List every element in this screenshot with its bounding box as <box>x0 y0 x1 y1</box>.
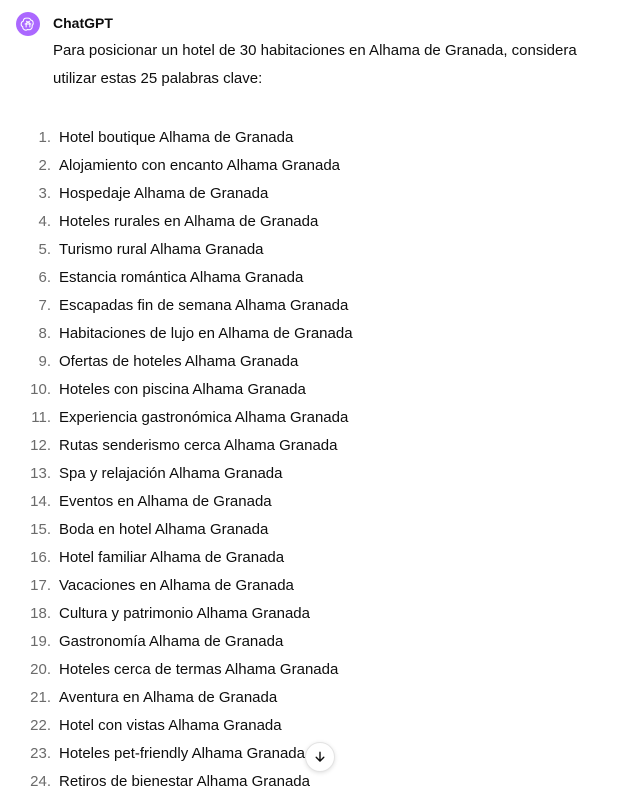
list-item-text: Hospedaje Alhama de Granada <box>59 185 269 202</box>
list-item-number: 24. <box>30 773 51 787</box>
list-item <box>16 656 353 684</box>
list-item-number: 14. <box>30 493 51 510</box>
list-item <box>16 152 353 180</box>
list-item-text: Gastronomía Alhama de Granada <box>59 633 284 650</box>
list-item-text: Hoteles con piscina Alhama Granada <box>59 381 306 398</box>
list-item <box>16 572 353 600</box>
list-item-text: Escapadas fin de semana Alhama Granada <box>59 297 349 314</box>
list-item <box>16 320 353 348</box>
list-item <box>16 432 353 460</box>
list-item-text: Hotel con vistas Alhama Granada <box>59 717 282 734</box>
list-item <box>16 740 353 768</box>
list-item-text: Estancia romántica Alhama Granada <box>59 269 304 286</box>
message-author: ChatGPT <box>53 15 113 31</box>
list-item-text: Rutas senderismo cerca Alhama Granada <box>59 437 338 454</box>
list-item-text: Hoteles pet-friendly Alhama Granada <box>59 745 305 762</box>
list-item-number: 8. <box>38 325 51 342</box>
list-item-number: 19. <box>30 633 51 650</box>
list-item-text: Spa y relajación Alhama Granada <box>59 465 283 482</box>
list-item-number: 20. <box>30 661 51 678</box>
list-item-text: Aventura en Alhama de Granada <box>59 689 278 706</box>
list-item <box>16 124 353 152</box>
list-item <box>16 264 353 292</box>
message-intro: Para posicionar un hotel de 30 habitaciones en Alhama de Granada, considera utilizar estas 25 palabras clave: <box>53 42 577 87</box>
list-item-number: 12. <box>30 437 51 454</box>
list-item-number: 16. <box>30 549 51 566</box>
list-item-number: 15. <box>30 521 51 538</box>
list-item-number: 17. <box>30 577 51 594</box>
list-item-number: 10. <box>30 381 51 398</box>
list-item <box>16 600 353 628</box>
list-item <box>16 292 353 320</box>
list-item-number: 13. <box>30 465 51 482</box>
list-item-text: Hoteles rurales en Alhama de Granada <box>59 213 319 230</box>
list-item-text: Ofertas de hoteles Alhama Granada <box>59 353 299 370</box>
list-item-number: 3. <box>38 185 51 202</box>
list-item <box>16 712 353 740</box>
list-item <box>16 544 353 572</box>
list-item-number: 1. <box>38 129 51 146</box>
list-item-number: 4. <box>38 213 51 230</box>
list-item-text: Vacaciones en Alhama de Granada <box>59 577 294 594</box>
list-item-text: Hotel familiar Alhama de Granada <box>59 549 285 566</box>
list-item <box>16 236 353 264</box>
list-item-number: 18. <box>30 605 51 622</box>
list-item-text: Experiencia gastronómica Alhama Granada <box>59 409 349 426</box>
list-item-number: 5. <box>38 241 51 258</box>
list-item-text: Turismo rural Alhama Granada <box>59 241 264 258</box>
list-item-number: 6. <box>38 269 51 286</box>
scroll-to-bottom-button[interactable] <box>305 742 335 772</box>
list-item-number: 9. <box>38 353 51 370</box>
list-item <box>16 768 353 787</box>
list-item-text: Cultura y patrimonio Alhama Granada <box>59 605 310 622</box>
list-item-number: 7. <box>38 297 51 314</box>
list-item-number: 21. <box>30 689 51 706</box>
list-item-number: 23. <box>30 745 51 762</box>
list-item-number: 11. <box>31 409 51 426</box>
list-item <box>16 628 353 656</box>
arrow-down-icon <box>313 750 327 764</box>
list-item-text: Eventos en Alhama de Granada <box>59 493 272 510</box>
list-item-text: Retiros de bienestar Alhama Granada <box>59 773 310 787</box>
list-item <box>16 516 353 544</box>
list-item-text: Boda en hotel Alhama Granada <box>59 521 269 538</box>
list-item-text: Alojamiento con encanto Alhama Granada <box>59 157 341 174</box>
openai-logo-icon <box>16 12 40 36</box>
list-item <box>16 404 353 432</box>
list-item <box>16 488 353 516</box>
list-item-text: Hotel boutique Alhama de Granada <box>59 129 294 146</box>
list-item-number: 22. <box>30 717 51 734</box>
list-item <box>16 684 353 712</box>
keyword-list <box>16 124 353 787</box>
list-item-text: Hoteles cerca de termas Alhama Granada <box>59 661 339 678</box>
list-item <box>16 348 353 376</box>
list-item-number: 2. <box>38 157 51 174</box>
list-item <box>16 460 353 488</box>
list-item-text: Habitaciones de lujo en Alhama de Granada <box>59 325 353 342</box>
list-item <box>16 180 353 208</box>
list-item <box>16 376 353 404</box>
list-item <box>16 208 353 236</box>
